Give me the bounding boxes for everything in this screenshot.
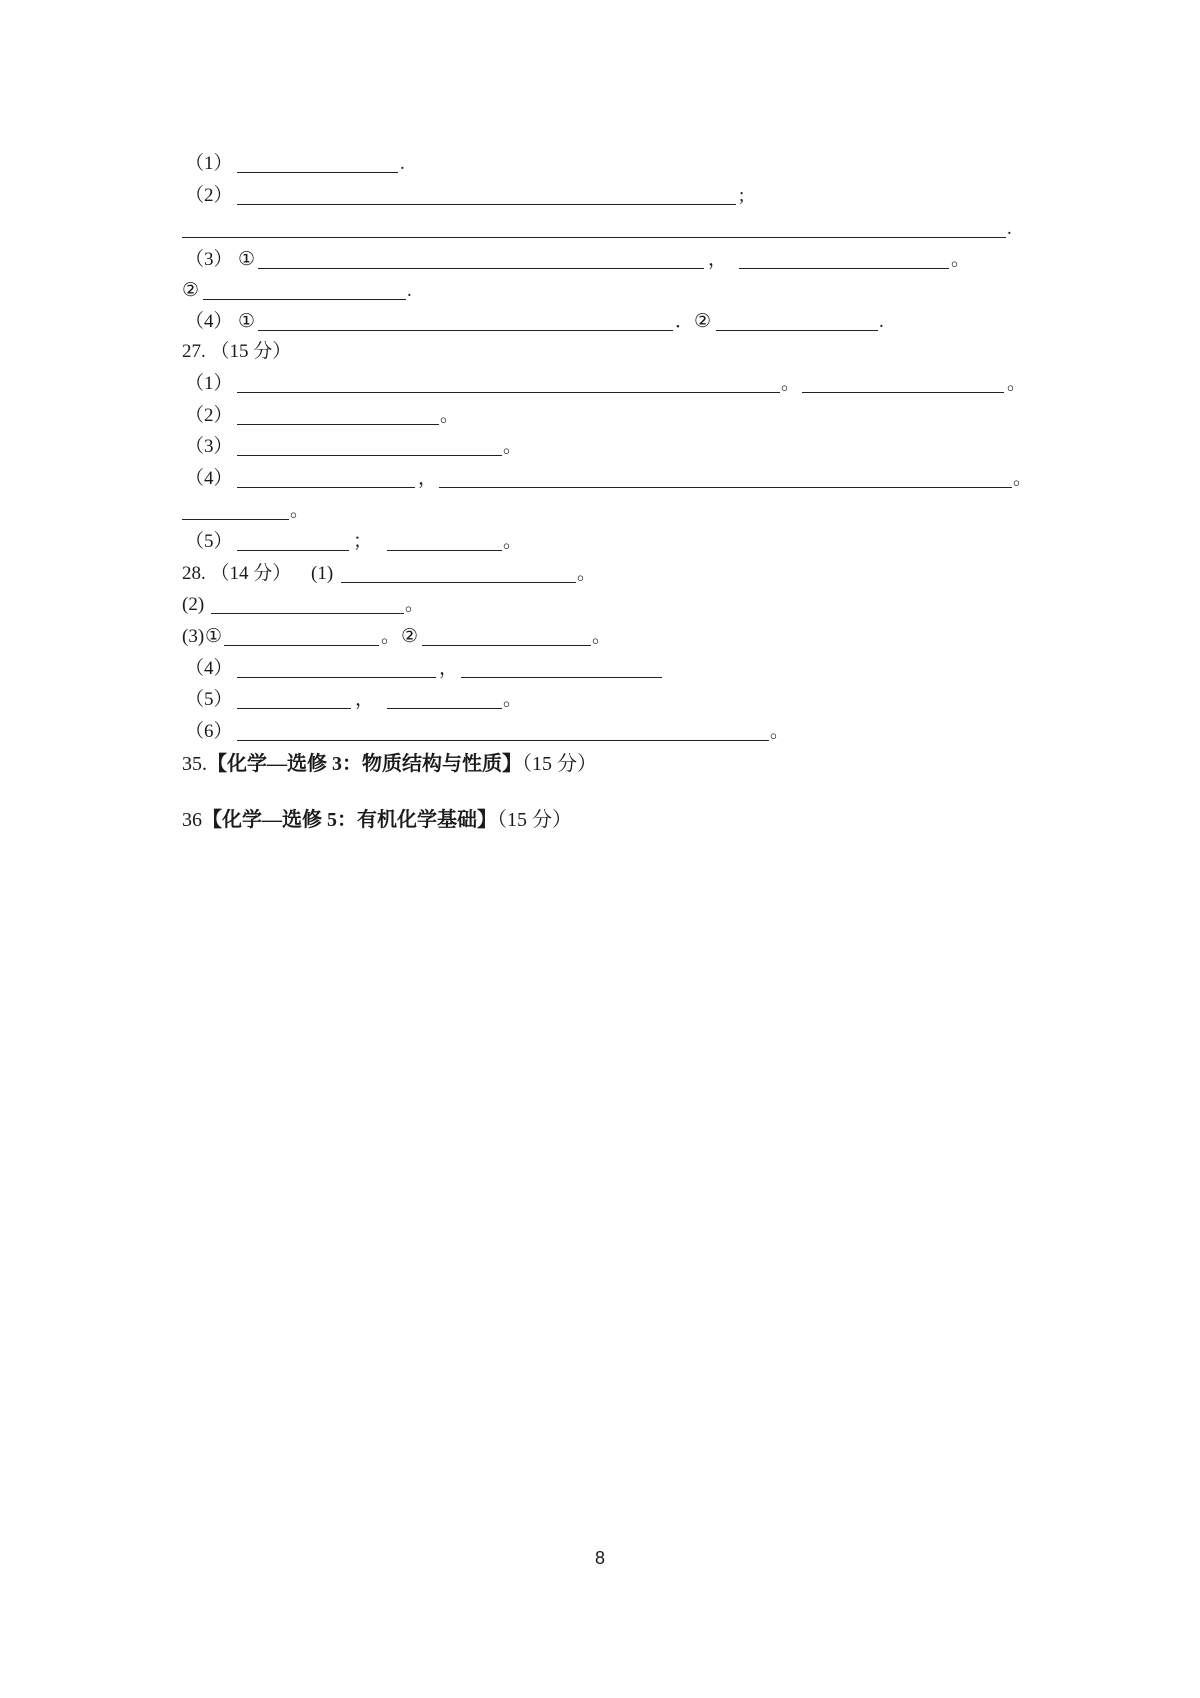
q36-heading-line [0, 808, 1200, 832]
q28-part3-line [0, 625, 1200, 649]
circled-number-1: ① [238, 311, 256, 332]
answer-blank [224, 625, 379, 646]
punctuation: 。 [503, 689, 523, 710]
question-heading: 28. （14 分） [182, 563, 292, 584]
part-label: （3） [185, 249, 233, 270]
answer-blank [439, 467, 1012, 488]
q26-part2-line [0, 184, 1200, 208]
punctuation: . [407, 280, 412, 301]
part-label: （2） [185, 405, 233, 426]
q27-part1-line [0, 372, 1200, 396]
answer-blank [237, 404, 439, 425]
part-label: （1） [185, 373, 233, 394]
q28-part2-line [0, 593, 1200, 617]
q26-part3-line [0, 248, 1200, 272]
part-label: （5） [185, 689, 233, 710]
q27-part3-line [0, 435, 1200, 459]
question-heading: 27. （15 分） [182, 341, 292, 362]
punctuation: 。 [290, 500, 310, 521]
punctuation: ． [675, 311, 695, 332]
punctuation: ， [439, 658, 459, 679]
answer-blank [422, 625, 591, 646]
punctuation: . [879, 311, 884, 332]
punctuation: 。 [381, 626, 401, 647]
circled-number-2: ② [694, 311, 712, 332]
answer-blank [237, 720, 769, 741]
punctuation: ; [739, 185, 745, 206]
q35-heading [182, 752, 597, 776]
answer-blank [237, 152, 398, 173]
elective-title: 【化学—选修 3：物质结构与性质】 [207, 753, 522, 775]
punctuation: ， [355, 689, 375, 710]
elective-title: 【化学—选修 5：有机化学基础】 [202, 809, 497, 831]
punctuation: ， [418, 468, 438, 489]
punctuation: 。 [1007, 373, 1027, 394]
part-label: (1) [311, 563, 334, 584]
part-label: （6） [185, 721, 233, 742]
answer-blank [387, 530, 502, 551]
q26-part1-line [0, 152, 1200, 176]
answer-blank [387, 688, 502, 709]
part-label: （4） [185, 658, 233, 679]
answer-blank [237, 372, 780, 393]
punctuation: . [1007, 218, 1012, 239]
part-label: （4） [185, 468, 233, 489]
q26-part4-line [0, 310, 1200, 334]
part-label: （3） [185, 436, 233, 457]
part-label: （1） [185, 153, 233, 174]
punctuation: 。 [951, 249, 971, 270]
answer-blank [237, 530, 349, 551]
punctuation: 。 [770, 721, 790, 742]
part-label: (3) [182, 626, 205, 647]
punctuation: 。 [440, 405, 460, 426]
answer-blank [237, 184, 736, 205]
punctuation: 。 [781, 373, 801, 394]
q35-heading-line [0, 752, 1200, 776]
part-label: (2) [182, 594, 205, 615]
answer-blank [237, 435, 502, 456]
answer-blank [182, 217, 1006, 238]
punctuation: 。 [405, 594, 425, 615]
punctuation: 。 [1013, 468, 1033, 489]
q28-part5-line [0, 688, 1200, 712]
punctuation: ， [708, 249, 728, 270]
circled-number-2: ② [182, 280, 200, 301]
answer-blank [461, 657, 662, 678]
punctuation: . [400, 153, 405, 174]
answer-blank [237, 688, 351, 709]
punctuation: 。 [592, 626, 612, 647]
q27-part4-line [0, 467, 1200, 491]
punctuation: 。 [503, 531, 523, 552]
answer-blank [211, 593, 404, 614]
answer-blank [716, 310, 878, 331]
q28-part6-line [0, 720, 1200, 744]
q28-part4-line [0, 657, 1200, 681]
answer-blank [258, 310, 673, 331]
answer-blank [341, 562, 576, 583]
answer-blank [739, 248, 949, 269]
answer-blank [258, 248, 704, 269]
punctuation: 。 [503, 436, 523, 457]
answer-blank [182, 499, 289, 520]
question-number: 35. [182, 753, 207, 775]
points: （15 分） [522, 753, 597, 775]
part-label: （5） [185, 531, 233, 552]
q26-part3-line2 [0, 279, 1200, 303]
q27-heading-line [0, 340, 1200, 364]
q27-part2-line [0, 404, 1200, 428]
points: （15 分） [497, 809, 572, 831]
circled-number-1: ① [205, 626, 223, 647]
circled-number-1: ① [238, 249, 256, 270]
q28-heading-line [0, 562, 1200, 586]
answer-blank [203, 279, 406, 300]
part-label: （4） [185, 311, 233, 332]
q36-heading [182, 808, 572, 832]
answer-blank [237, 467, 415, 488]
answer-blank [237, 657, 436, 678]
q27-part5-line [0, 530, 1200, 554]
punctuation: 。 [577, 563, 597, 584]
part-label: （2） [185, 185, 233, 206]
circled-number-2: ② [401, 626, 419, 647]
q27-part4-line2 [0, 499, 1200, 523]
question-number: 36 [182, 809, 202, 831]
page-number: 8 [594, 1548, 605, 1568]
answer-blank [802, 372, 1004, 393]
q26-part2-line2 [0, 217, 1200, 241]
punctuation: ； [353, 531, 373, 552]
